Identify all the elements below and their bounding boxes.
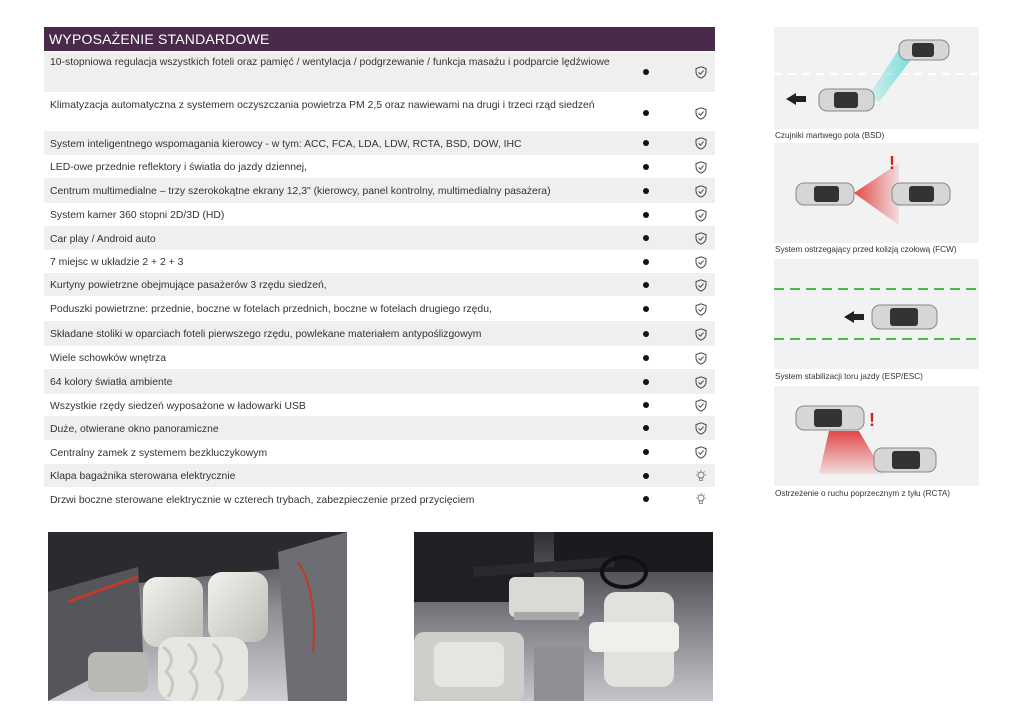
availability-dot: [643, 164, 649, 170]
availability-dot: [643, 402, 649, 408]
availability-dot: [643, 425, 649, 431]
light-bulb-icon: [695, 470, 707, 483]
feature-text: LED-owe przednie reflektory i światła do jazdy dziennej,: [50, 162, 308, 173]
esc-diagram: [774, 259, 979, 369]
feature-row: [44, 95, 715, 131]
diagram-caption: Czujniki martwego pola (BSD): [775, 131, 885, 140]
availability-dot: [643, 282, 649, 288]
availability-dot: [643, 259, 649, 265]
shield-check-icon: [695, 328, 707, 341]
light-bulb-icon: [695, 493, 707, 506]
feature-row: [44, 52, 715, 92]
feature-row: [44, 369, 715, 394]
car-icon: [874, 448, 936, 472]
feature-row: [44, 416, 715, 440]
warning-icon: !: [869, 410, 875, 430]
availability-dot: [643, 473, 649, 479]
availability-dot: [643, 306, 649, 312]
feature-text: Kurtyny powietrzne obejmujące pasażerów 3 rzędu siedzeń,: [50, 280, 327, 291]
interior-photo-dashboard: [414, 532, 713, 701]
feature-text: Klimatyzacja automatyczna z systemem oczyszczania powietrza PM 2,5 oraz nawiewami na drugi i trzeci rząd siedzeń: [50, 100, 595, 111]
shield-check-icon: [695, 137, 707, 150]
shield-check-icon: [695, 185, 707, 198]
diagram-caption: System ostrzegający przed kolizją czołową (FCW): [775, 245, 957, 254]
feature-row: [44, 321, 715, 346]
availability-dot: [643, 110, 649, 116]
feature-text: Klapa bagażnika sterowana elektrycznie: [50, 471, 236, 482]
feature-text: 10-stopniowa regulacja wszystkich foteli oraz pamięć / wentylacja / podgrzewanie / funkcja masażu i podparcie lędźwiowe: [50, 57, 610, 68]
feature-text: Centralny zamek z systemem bezkluczykowym: [50, 448, 268, 459]
interior-photo-seats: [48, 532, 347, 701]
warning-icon: !: [889, 153, 895, 173]
shield-check-icon: [695, 161, 707, 174]
arrow-left-icon: [786, 93, 806, 105]
feature-text: Wiele schowków wnętrza: [50, 353, 167, 364]
car-icon: [819, 89, 874, 111]
feature-row: [44, 394, 715, 416]
shield-check-icon: [695, 446, 707, 459]
fcw-diagram: [774, 143, 979, 243]
shield-check-icon: [695, 399, 707, 412]
car-icon: [796, 183, 854, 205]
feature-text: Wszystkie rzędy siedzeń wyposażone w ładowarki USB: [50, 401, 306, 412]
availability-dot: [643, 449, 649, 455]
standard-equipment-table: [44, 27, 715, 506]
feature-row: [44, 346, 715, 369]
availability-dot: [643, 355, 649, 361]
availability-dot: [643, 379, 649, 385]
availability-dot: [643, 140, 649, 146]
feature-row: [44, 296, 715, 321]
feature-text: System inteligentnego wspomagania kierowcy - w tym: ACC, FCA, LDA, LDW, RCTA, BSD, DOW, IHC: [50, 139, 522, 150]
feature-row: [44, 131, 715, 155]
availability-dot: [643, 188, 649, 194]
feature-row: [44, 440, 715, 464]
feature-row: [44, 464, 715, 487]
shield-check-icon: [695, 66, 707, 79]
availability-dot: [643, 331, 649, 337]
shield-check-icon: [695, 232, 707, 245]
feature-row: [44, 178, 715, 203]
car-icon: [892, 183, 950, 205]
feature-row: [44, 250, 715, 273]
feature-text: Drzwi boczne sterowane elektrycznie w czterech trybach, zabezpieczenie przed przycięciem: [50, 495, 475, 506]
availability-dot: [643, 212, 649, 218]
shield-check-icon: [695, 256, 707, 269]
feature-row: [44, 273, 715, 296]
feature-text: Poduszki powietrzne: przednie, boczne w fotelach przednich, boczne w fotelach drugiego rzędu,: [50, 304, 492, 315]
feature-row: [44, 155, 715, 178]
feature-row: [44, 226, 715, 250]
shield-check-icon: [695, 376, 707, 389]
shield-check-icon: [695, 279, 707, 292]
section-title: WYPOSAŻENIE STANDARDOWE: [44, 27, 715, 51]
feature-text: Duże, otwierane okno panoramiczne: [50, 424, 219, 435]
arrow-left-icon: [844, 311, 864, 323]
feature-text: System kamer 360 stopni 2D/3D (HD): [50, 210, 225, 221]
car-icon: [796, 406, 864, 430]
feature-row: [44, 203, 715, 226]
car-icon: [899, 40, 949, 60]
rcta-diagram: [774, 386, 979, 486]
availability-dot: [643, 496, 649, 502]
availability-dot: [643, 69, 649, 75]
shield-check-icon: [695, 422, 707, 435]
diagram-caption: System stabilizacji toru jazdy (ESP/ESC): [775, 372, 923, 381]
availability-dot: [643, 235, 649, 241]
feature-text: 7 miejsc w układzie 2 + 2 + 3: [50, 257, 184, 268]
shield-check-icon: [695, 209, 707, 222]
feature-text: Car play / Android auto: [50, 234, 156, 245]
diagram-caption: Ostrzeżenie o ruchu poprzecznym z tyłu (RCTA): [775, 489, 951, 498]
feature-text: Składane stoliki w oparciach foteli pierwszego rzędu, powlekane materiałem antypoślizgowym: [50, 329, 482, 340]
shield-check-icon: [695, 303, 707, 316]
feature-text: Centrum multimedialne – trzy szerokokątne ekrany 12,3" (kierowcy, panel kontrolny, multimedialny pasażera): [50, 186, 551, 197]
feature-text: 64 kolory światła ambiente: [50, 377, 173, 388]
bsd-diagram: [774, 27, 979, 129]
shield-check-icon: [695, 107, 707, 120]
feature-row: [44, 487, 715, 511]
car-icon: [872, 305, 937, 329]
shield-check-icon: [695, 352, 707, 365]
